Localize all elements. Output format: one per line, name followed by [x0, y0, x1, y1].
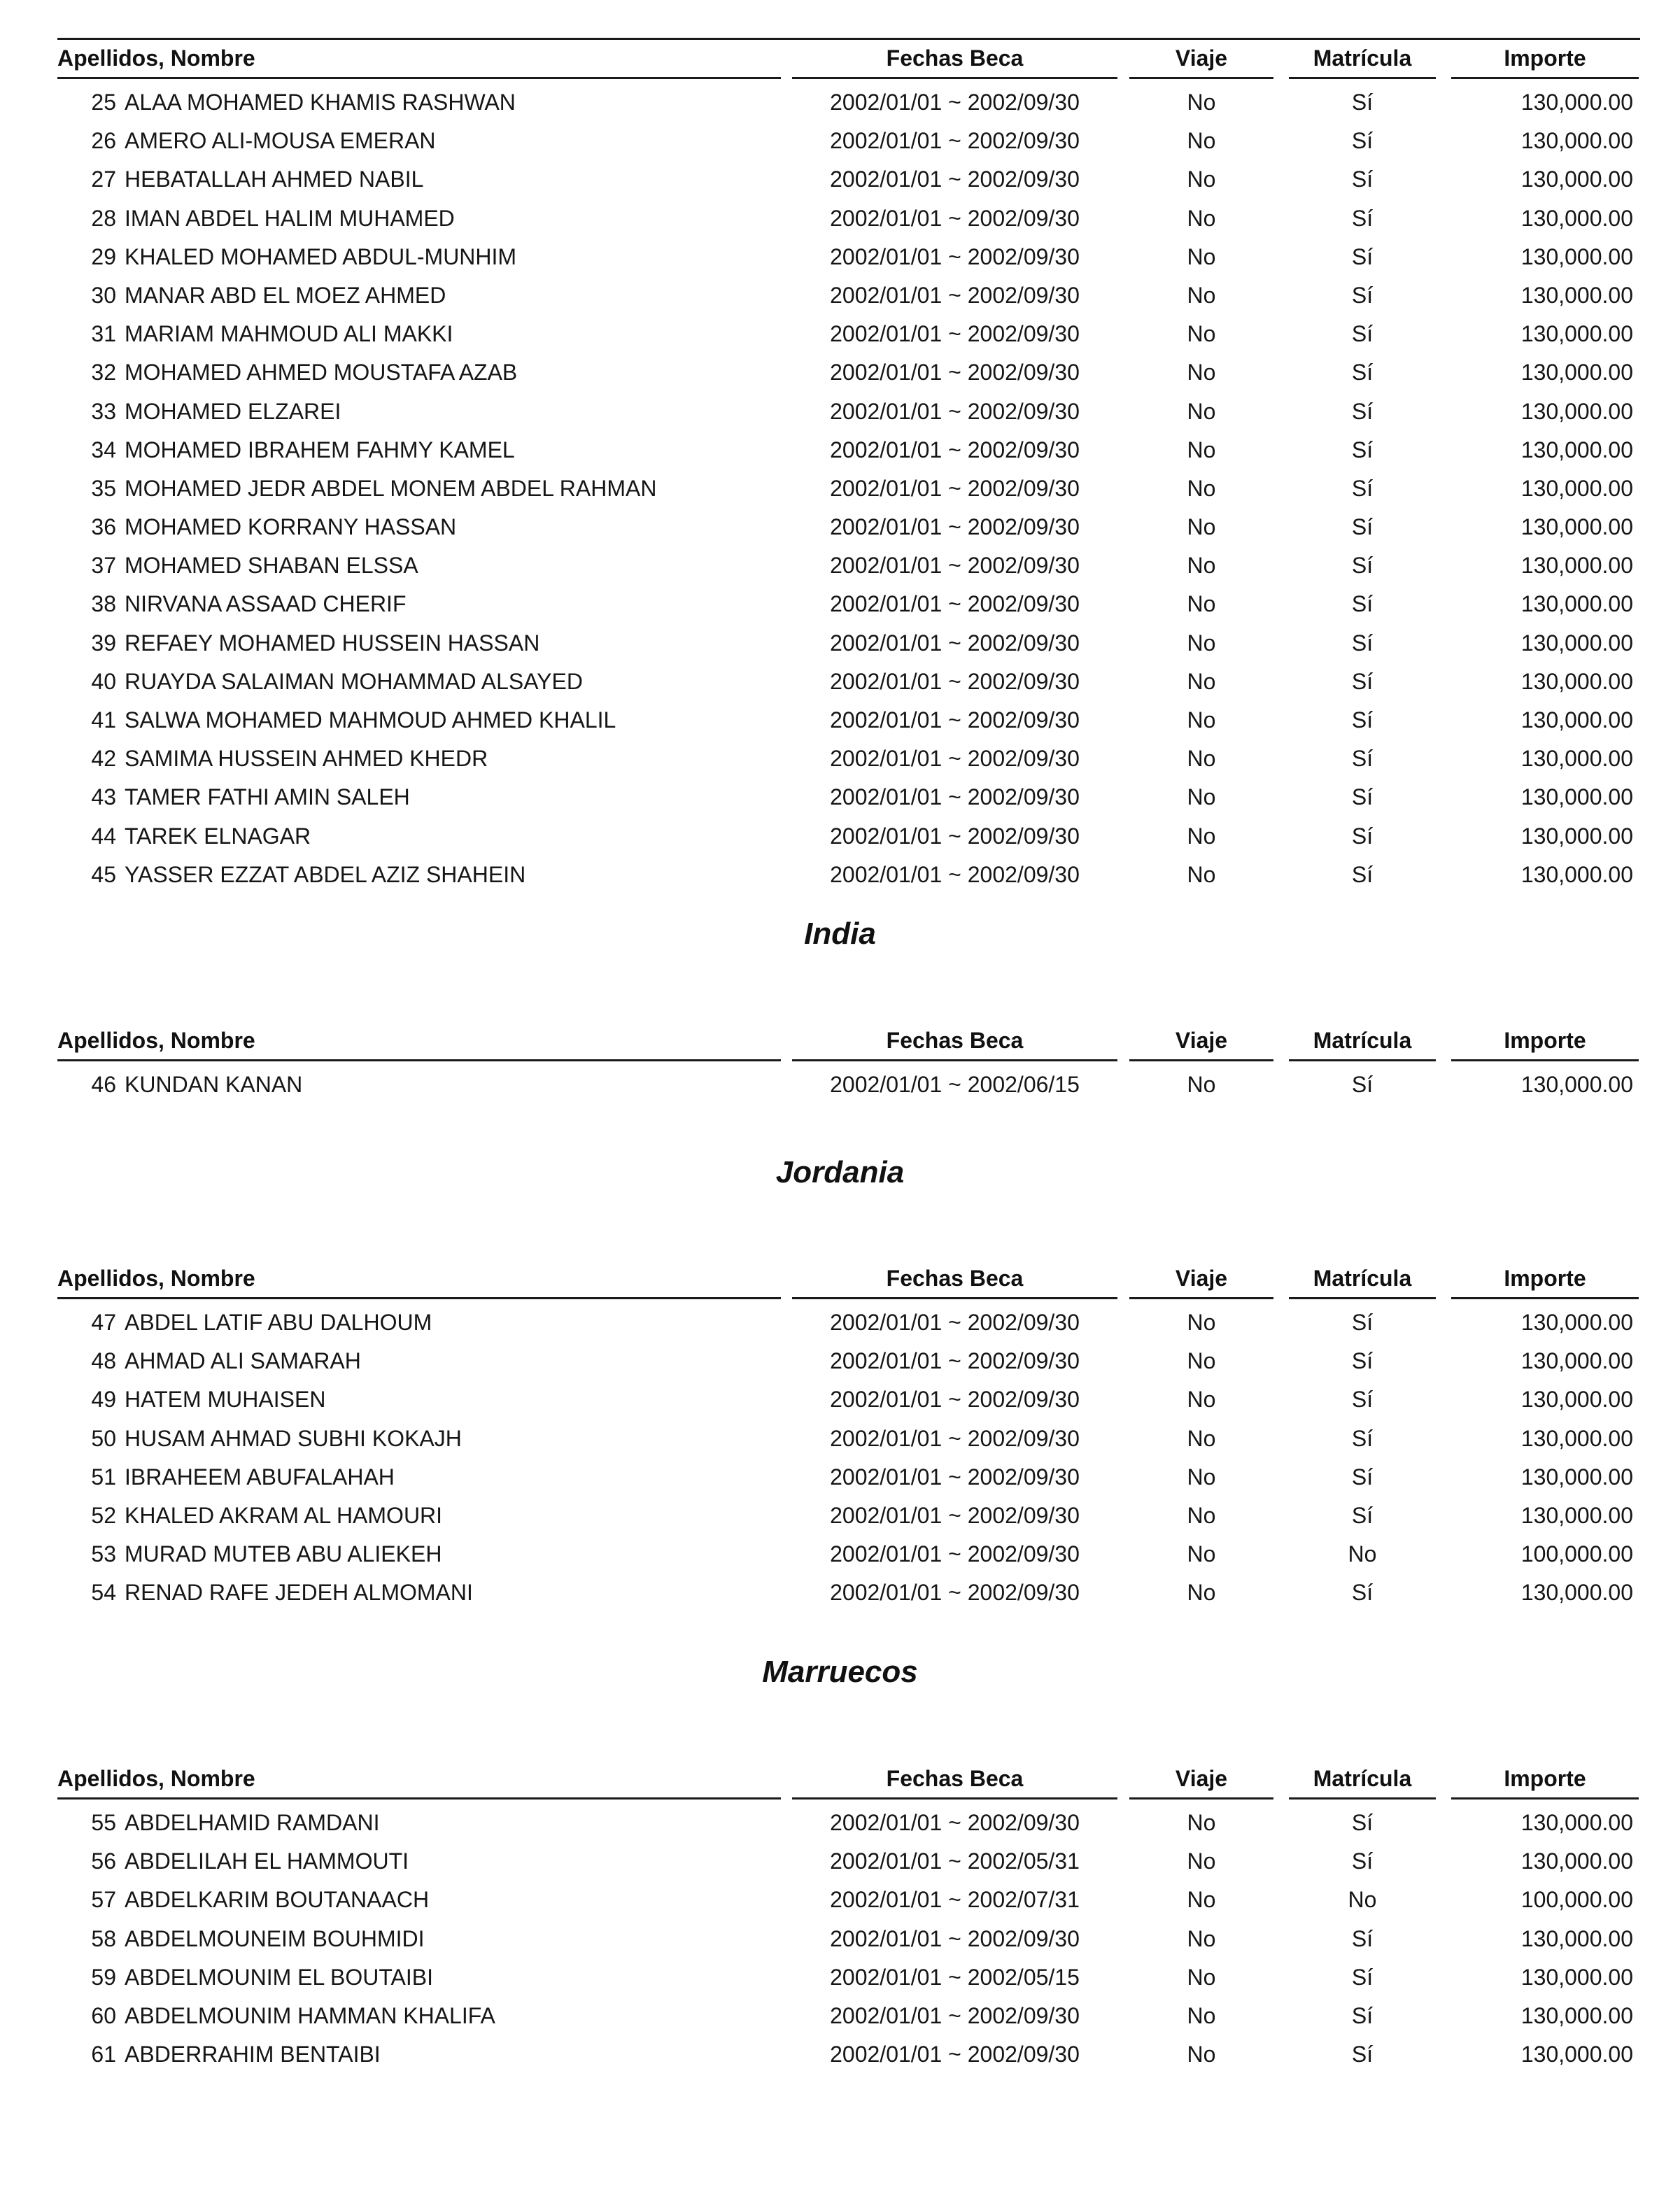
amount-value: 130,000.00 [1520, 1964, 1633, 1990]
table-row [0, 1880, 1680, 1918]
table-row [0, 276, 1680, 314]
table-row [0, 83, 1680, 121]
table-row [0, 1958, 1680, 1996]
row-number: 31 [91, 321, 116, 347]
header-matricula: Matrícula [1289, 1023, 1436, 1061]
travel-value: No [1187, 591, 1216, 617]
row-number: 34 [91, 437, 116, 462]
student-name: MANAR ABD EL MOEZ AHMED [125, 282, 446, 308]
scholarship-dates: 2002/01/01 ~ 2002/09/30 [830, 784, 1080, 810]
row-number: 48 [91, 1348, 116, 1374]
student-name: ABDELHAMID RAMDANI [125, 1810, 380, 1835]
amount-value: 130,000.00 [1520, 475, 1633, 501]
travel-value: No [1187, 1387, 1216, 1413]
amount-value: 130,000.00 [1520, 1580, 1633, 1606]
student-name: RUAYDA SALAIMAN MOHAMMAD ALSAYED [125, 668, 583, 694]
student-name: IMAN ABDEL HALIM MUHAMED [125, 205, 455, 231]
table-row [0, 430, 1680, 469]
header-matricula: Matrícula [1289, 41, 1436, 79]
table-row [0, 546, 1680, 584]
table-header [0, 1761, 1680, 1802]
table-row [0, 121, 1680, 160]
amount-value: 130,000.00 [1520, 1310, 1633, 1335]
table-row [0, 2035, 1680, 2073]
tuition-value: Sí [1351, 1502, 1374, 1528]
student-name: IBRAHEEM ABUFALAHAH [125, 1464, 395, 1490]
tuition-value: Sí [1351, 861, 1374, 887]
student-name: MOHAMED AHMED MOUSTAFA AZAB [125, 360, 518, 386]
tuition-value: No [1348, 1887, 1377, 1913]
tuition-value: Sí [1351, 437, 1374, 462]
tuition-value: Sí [1351, 591, 1374, 617]
travel-value: No [1187, 1925, 1216, 1951]
travel-value: No [1187, 1348, 1216, 1374]
header-importe: Importe [1451, 1761, 1639, 1799]
travel-value: No [1187, 1464, 1216, 1490]
student-name: ABDELMOUNEIM BOUHMIDI [125, 1925, 425, 1951]
travel-value: No [1187, 746, 1216, 772]
row-number: 56 [91, 1848, 116, 1874]
travel-value: No [1187, 360, 1216, 386]
tuition-value: Sí [1351, 1464, 1374, 1490]
row-number: 29 [91, 243, 116, 269]
scholarship-dates: 2002/01/01 ~ 2002/09/30 [830, 167, 1080, 192]
student-name: SALWA MOHAMED MAHMOUD AHMED KHALIL [125, 707, 616, 733]
tuition-value: Sí [1351, 1348, 1374, 1374]
tuition-value: Sí [1351, 1310, 1374, 1335]
travel-value: No [1187, 1810, 1216, 1835]
table-row [0, 1341, 1680, 1380]
row-number: 38 [91, 591, 116, 617]
row-number: 30 [91, 282, 116, 308]
table-row [0, 1065, 1680, 1103]
table-row [0, 507, 1680, 546]
scholarship-dates: 2002/01/01 ~ 2002/09/30 [830, 514, 1080, 540]
table-header [0, 1023, 1680, 1063]
row-number: 47 [91, 1310, 116, 1335]
tuition-value: Sí [1351, 282, 1374, 308]
travel-value: No [1187, 321, 1216, 347]
student-name: AMERO ALI-MOUSA EMERAN [125, 128, 436, 154]
row-number: 36 [91, 514, 116, 540]
scholarship-dates: 2002/01/01 ~ 2002/09/30 [830, 282, 1080, 308]
amount-value: 130,000.00 [1520, 784, 1633, 810]
scholarship-dates: 2002/01/01 ~ 2002/09/30 [830, 823, 1080, 849]
student-name: HUSAM AHMAD SUBHI KOKAJH [125, 1425, 462, 1451]
scholarship-dates: 2002/01/01 ~ 2002/09/30 [830, 861, 1080, 887]
header-importe: Importe [1451, 41, 1639, 79]
student-name: ALAA MOHAMED KHAMIS RASHWAN [125, 90, 516, 115]
table-row [0, 855, 1680, 893]
travel-value: No [1187, 282, 1216, 308]
student-name: MARIAM MAHMOUD ALI MAKKI [125, 321, 453, 347]
scholarship-dates: 2002/01/01 ~ 2002/09/30 [830, 1425, 1080, 1451]
table-row [0, 469, 1680, 507]
travel-value: No [1187, 707, 1216, 733]
header-viaje: Viaje [1129, 1761, 1273, 1799]
tuition-value: Sí [1351, 553, 1374, 579]
travel-value: No [1187, 398, 1216, 424]
amount-value: 130,000.00 [1520, 243, 1633, 269]
amount-value: 130,000.00 [1520, 630, 1633, 656]
amount-value: 130,000.00 [1520, 1425, 1633, 1451]
row-number: 35 [91, 475, 116, 501]
scholarship-dates: 2002/01/01 ~ 2002/09/30 [830, 437, 1080, 462]
row-number: 45 [91, 861, 116, 887]
scholarship-dates: 2002/01/01 ~ 2002/05/15 [830, 1964, 1080, 1990]
tuition-value: Sí [1351, 746, 1374, 772]
scholarship-dates: 2002/01/01 ~ 2002/09/30 [830, 205, 1080, 231]
table-row [0, 160, 1680, 198]
tuition-value: Sí [1351, 205, 1374, 231]
amount-value: 130,000.00 [1520, 1848, 1633, 1874]
row-number: 42 [91, 746, 116, 772]
amount-value: 130,000.00 [1520, 1348, 1633, 1374]
travel-value: No [1187, 1310, 1216, 1335]
student-name: ABDELMOUNIM HAMMAN KHALIFA [125, 2002, 495, 2028]
amount-value: 130,000.00 [1520, 591, 1633, 617]
header-viaje: Viaje [1129, 1261, 1273, 1299]
travel-value: No [1187, 1425, 1216, 1451]
scholarship-dates: 2002/01/01 ~ 2002/09/30 [830, 1502, 1080, 1528]
travel-value: No [1187, 1964, 1216, 1990]
student-name: RENAD RAFE JEDEH ALMOMANI [125, 1580, 473, 1606]
travel-value: No [1187, 2002, 1216, 2028]
scholarship-dates: 2002/01/01 ~ 2002/09/30 [830, 553, 1080, 579]
row-number: 33 [91, 398, 116, 424]
travel-value: No [1187, 243, 1216, 269]
header-importe: Importe [1451, 1261, 1639, 1299]
row-number: 49 [91, 1387, 116, 1413]
tuition-value: Sí [1351, 2002, 1374, 2028]
student-name: MOHAMED ELZAREI [125, 398, 341, 424]
header-name: Apellidos, Nombre [57, 1761, 781, 1799]
tuition-value: Sí [1351, 1848, 1374, 1874]
row-number: 58 [91, 1925, 116, 1951]
tuition-value: Sí [1351, 630, 1374, 656]
table-row [0, 1803, 1680, 1841]
travel-value: No [1187, 630, 1216, 656]
row-number: 40 [91, 668, 116, 694]
row-number: 61 [91, 2042, 116, 2067]
tuition-value: Sí [1351, 360, 1374, 386]
amount-value: 130,000.00 [1520, 746, 1633, 772]
scholarship-dates: 2002/01/01 ~ 2002/09/30 [830, 1925, 1080, 1951]
scholarship-dates: 2002/01/01 ~ 2002/09/30 [830, 475, 1080, 501]
student-name: KHALED AKRAM AL HAMOURI [125, 1502, 443, 1528]
tuition-value: Sí [1351, 1072, 1374, 1097]
tuition-value: Sí [1351, 1925, 1374, 1951]
student-name: ABDEL LATIF ABU DALHOUM [125, 1310, 432, 1335]
tuition-value: Sí [1351, 398, 1374, 424]
student-name: MOHAMED IBRAHEM FAHMY KAMEL [125, 437, 515, 462]
tuition-value: Sí [1351, 90, 1374, 115]
tuition-value: Sí [1351, 1964, 1374, 1990]
amount-value: 130,000.00 [1520, 437, 1633, 462]
row-number: 44 [91, 823, 116, 849]
amount-value: 130,000.00 [1520, 861, 1633, 887]
travel-value: No [1187, 475, 1216, 501]
travel-value: No [1187, 861, 1216, 887]
travel-value: No [1187, 1848, 1216, 1874]
header-name: Apellidos, Nombre [57, 1023, 781, 1061]
table-row [0, 1996, 1680, 2035]
scholarship-dates: 2002/01/01 ~ 2002/09/30 [830, 1387, 1080, 1413]
student-name: HEBATALLAH AHMED NABIL [125, 167, 424, 192]
scholarship-dates: 2002/01/01 ~ 2002/09/30 [830, 90, 1080, 115]
country-heading: India [804, 917, 876, 951]
tuition-value: Sí [1351, 475, 1374, 501]
amount-value: 130,000.00 [1520, 282, 1633, 308]
amount-value: 130,000.00 [1520, 553, 1633, 579]
row-number: 51 [91, 1464, 116, 1490]
student-name: AHMAD ALI SAMARAH [125, 1348, 361, 1374]
row-number: 41 [91, 707, 116, 733]
table-body [0, 1803, 1680, 2073]
tuition-value: Sí [1351, 243, 1374, 269]
tuition-value: Sí [1351, 1580, 1374, 1606]
amount-value: 130,000.00 [1520, 514, 1633, 540]
table-row [0, 353, 1680, 391]
table-header [0, 1261, 1680, 1301]
student-name: TAREK ELNAGAR [125, 823, 311, 849]
scholarship-dates: 2002/01/01 ~ 2002/09/30 [830, 1541, 1080, 1567]
header-importe: Importe [1451, 1023, 1639, 1061]
scholarship-dates: 2002/01/01 ~ 2002/09/30 [830, 746, 1080, 772]
tuition-value: Sí [1351, 1810, 1374, 1835]
student-name: NIRVANA ASSAAD CHERIF [125, 591, 407, 617]
scholarship-dates: 2002/01/01 ~ 2002/09/30 [830, 360, 1080, 386]
amount-value: 130,000.00 [1520, 2002, 1633, 2028]
header-matricula: Matrícula [1289, 1261, 1436, 1299]
row-number: 50 [91, 1425, 116, 1451]
student-name: MOHAMED JEDR ABDEL MONEM ABDEL RAHMAN [125, 475, 657, 501]
tuition-value: Sí [1351, 2042, 1374, 2067]
student-name: SAMIMA HUSSEIN AHMED KHEDR [125, 746, 488, 772]
student-name: ABDELKARIM BOUTANAACH [125, 1887, 430, 1913]
amount-value: 130,000.00 [1520, 128, 1633, 154]
table-row [0, 1841, 1680, 1880]
travel-value: No [1187, 437, 1216, 462]
travel-value: No [1187, 514, 1216, 540]
student-name: ABDELMOUNIM EL BOUTAIBI [125, 1964, 433, 1990]
tuition-value: Sí [1351, 321, 1374, 347]
tuition-value: Sí [1351, 514, 1374, 540]
student-name: KUNDAN KANAN [125, 1072, 303, 1097]
amount-value: 130,000.00 [1520, 90, 1633, 115]
travel-value: No [1187, 167, 1216, 192]
scholarship-dates: 2002/01/01 ~ 2002/09/30 [830, 707, 1080, 733]
table-row [0, 1534, 1680, 1573]
row-number: 59 [91, 1964, 116, 1990]
table-row [0, 662, 1680, 700]
amount-value: 130,000.00 [1520, 1464, 1633, 1490]
table-row [0, 584, 1680, 623]
tuition-value: Sí [1351, 167, 1374, 192]
scholarship-dates: 2002/01/01 ~ 2002/09/30 [830, 243, 1080, 269]
student-name: MOHAMED KORRANY HASSAN [125, 514, 457, 540]
row-number: 46 [91, 1072, 116, 1097]
row-number: 25 [91, 90, 116, 115]
tuition-value: Sí [1351, 823, 1374, 849]
row-number: 28 [91, 205, 116, 231]
row-number: 27 [91, 167, 116, 192]
scholarship-dates: 2002/01/01 ~ 2002/05/31 [830, 1848, 1080, 1874]
tuition-value: Sí [1351, 668, 1374, 694]
amount-value: 130,000.00 [1520, 321, 1633, 347]
travel-value: No [1187, 553, 1216, 579]
travel-value: No [1187, 1887, 1216, 1913]
travel-value: No [1187, 1541, 1216, 1567]
amount-value: 100,000.00 [1520, 1887, 1633, 1913]
table-row [0, 700, 1680, 739]
country-heading: Jordania [775, 1155, 905, 1189]
travel-value: No [1187, 1502, 1216, 1528]
travel-value: No [1187, 823, 1216, 849]
scholarship-dates: 2002/01/01 ~ 2002/09/30 [830, 1348, 1080, 1374]
student-name: HATEM MUHAISEN [125, 1387, 326, 1413]
table-body [0, 1065, 1680, 1103]
table-row [0, 623, 1680, 662]
table-row [0, 1419, 1680, 1457]
table-row [0, 1380, 1680, 1418]
travel-value: No [1187, 784, 1216, 810]
header-name: Apellidos, Nombre [57, 1261, 781, 1299]
travel-value: No [1187, 1580, 1216, 1606]
table-row [0, 314, 1680, 353]
amount-value: 100,000.00 [1520, 1541, 1633, 1567]
header-viaje: Viaje [1129, 41, 1273, 79]
row-number: 43 [91, 784, 116, 810]
scholarship-dates: 2002/01/01 ~ 2002/09/30 [830, 630, 1080, 656]
student-name: MURAD MUTEB ABU ALIEKEH [125, 1541, 442, 1567]
table-row [0, 199, 1680, 237]
amount-value: 130,000.00 [1520, 668, 1633, 694]
travel-value: No [1187, 128, 1216, 154]
top-rule [57, 38, 1640, 40]
tuition-value: Sí [1351, 784, 1374, 810]
amount-value: 130,000.00 [1520, 167, 1633, 192]
tuition-value: Sí [1351, 1425, 1374, 1451]
table-row [0, 1919, 1680, 1958]
amount-value: 130,000.00 [1520, 398, 1633, 424]
row-number: 55 [91, 1810, 116, 1835]
table-row [0, 1303, 1680, 1341]
scholarship-dates: 2002/01/01 ~ 2002/09/30 [830, 1810, 1080, 1835]
amount-value: 130,000.00 [1520, 707, 1633, 733]
row-number: 54 [91, 1580, 116, 1606]
row-number: 26 [91, 128, 116, 154]
amount-value: 130,000.00 [1520, 360, 1633, 386]
scholarship-dates: 2002/01/01 ~ 2002/09/30 [830, 2042, 1080, 2067]
tuition-value: Sí [1351, 128, 1374, 154]
scholarship-dates: 2002/01/01 ~ 2002/09/30 [830, 2002, 1080, 2028]
student-name: ABDERRAHIM BENTAIBI [125, 2042, 381, 2067]
table-row [0, 1573, 1680, 1611]
travel-value: No [1187, 668, 1216, 694]
travel-value: No [1187, 1072, 1216, 1097]
table-body [0, 83, 1680, 893]
header-name: Apellidos, Nombre [57, 41, 781, 79]
row-number: 52 [91, 1502, 116, 1528]
scholarship-dates: 2002/01/01 ~ 2002/06/15 [830, 1072, 1080, 1097]
student-name: KHALED MOHAMED ABDUL-MUNHIM [125, 243, 517, 269]
amount-value: 130,000.00 [1520, 1072, 1633, 1097]
table-row [0, 1496, 1680, 1534]
table-row [0, 739, 1680, 777]
travel-value: No [1187, 90, 1216, 115]
amount-value: 130,000.00 [1520, 1925, 1633, 1951]
travel-value: No [1187, 205, 1216, 231]
amount-value: 130,000.00 [1520, 1502, 1633, 1528]
header-viaje: Viaje [1129, 1023, 1273, 1061]
amount-value: 130,000.00 [1520, 205, 1633, 231]
table-body [0, 1303, 1680, 1612]
scholarship-dates: 2002/01/01 ~ 2002/09/30 [830, 398, 1080, 424]
amount-value: 130,000.00 [1520, 1810, 1633, 1835]
table-row [0, 237, 1680, 276]
row-number: 39 [91, 630, 116, 656]
country-heading: Marruecos [762, 1655, 918, 1689]
table-row [0, 1457, 1680, 1496]
row-number: 60 [91, 2002, 116, 2028]
table-row [0, 392, 1680, 430]
student-name: MOHAMED SHABAN ELSSA [125, 553, 418, 579]
travel-value: No [1187, 2042, 1216, 2067]
student-name: TAMER FATHI AMIN SALEH [125, 784, 410, 810]
scholarship-dates: 2002/01/01 ~ 2002/09/30 [830, 591, 1080, 617]
row-number: 37 [91, 553, 116, 579]
student-name: ABDELILAH EL HAMMOUTI [125, 1848, 409, 1874]
header-dates: Fechas Beca [792, 1023, 1117, 1061]
table-header [0, 41, 1680, 81]
header-dates: Fechas Beca [792, 41, 1117, 79]
header-dates: Fechas Beca [792, 1261, 1117, 1299]
scholarship-dates: 2002/01/01 ~ 2002/09/30 [830, 668, 1080, 694]
student-name: REFAEY MOHAMED HUSSEIN HASSAN [125, 630, 540, 656]
table-row [0, 777, 1680, 816]
scholarship-dates: 2002/01/01 ~ 2002/09/30 [830, 128, 1080, 154]
header-matricula: Matrícula [1289, 1761, 1436, 1799]
row-number: 32 [91, 360, 116, 386]
table-row [0, 816, 1680, 855]
amount-value: 130,000.00 [1520, 1387, 1633, 1413]
tuition-value: Sí [1351, 1387, 1374, 1413]
scholarship-dates: 2002/01/01 ~ 2002/07/31 [830, 1887, 1080, 1913]
amount-value: 130,000.00 [1520, 823, 1633, 849]
scholarship-dates: 2002/01/01 ~ 2002/09/30 [830, 1580, 1080, 1606]
scholarship-dates: 2002/01/01 ~ 2002/09/30 [830, 321, 1080, 347]
row-number: 53 [91, 1541, 116, 1567]
row-number: 57 [91, 1887, 116, 1913]
header-dates: Fechas Beca [792, 1761, 1117, 1799]
student-name: YASSER EZZAT ABDEL AZIZ SHAHEIN [125, 861, 526, 887]
amount-value: 130,000.00 [1520, 2042, 1633, 2067]
tuition-value: Sí [1351, 707, 1374, 733]
scholarship-dates: 2002/01/01 ~ 2002/09/30 [830, 1464, 1080, 1490]
tuition-value: No [1348, 1541, 1377, 1567]
scholarship-dates: 2002/01/01 ~ 2002/09/30 [830, 1310, 1080, 1335]
